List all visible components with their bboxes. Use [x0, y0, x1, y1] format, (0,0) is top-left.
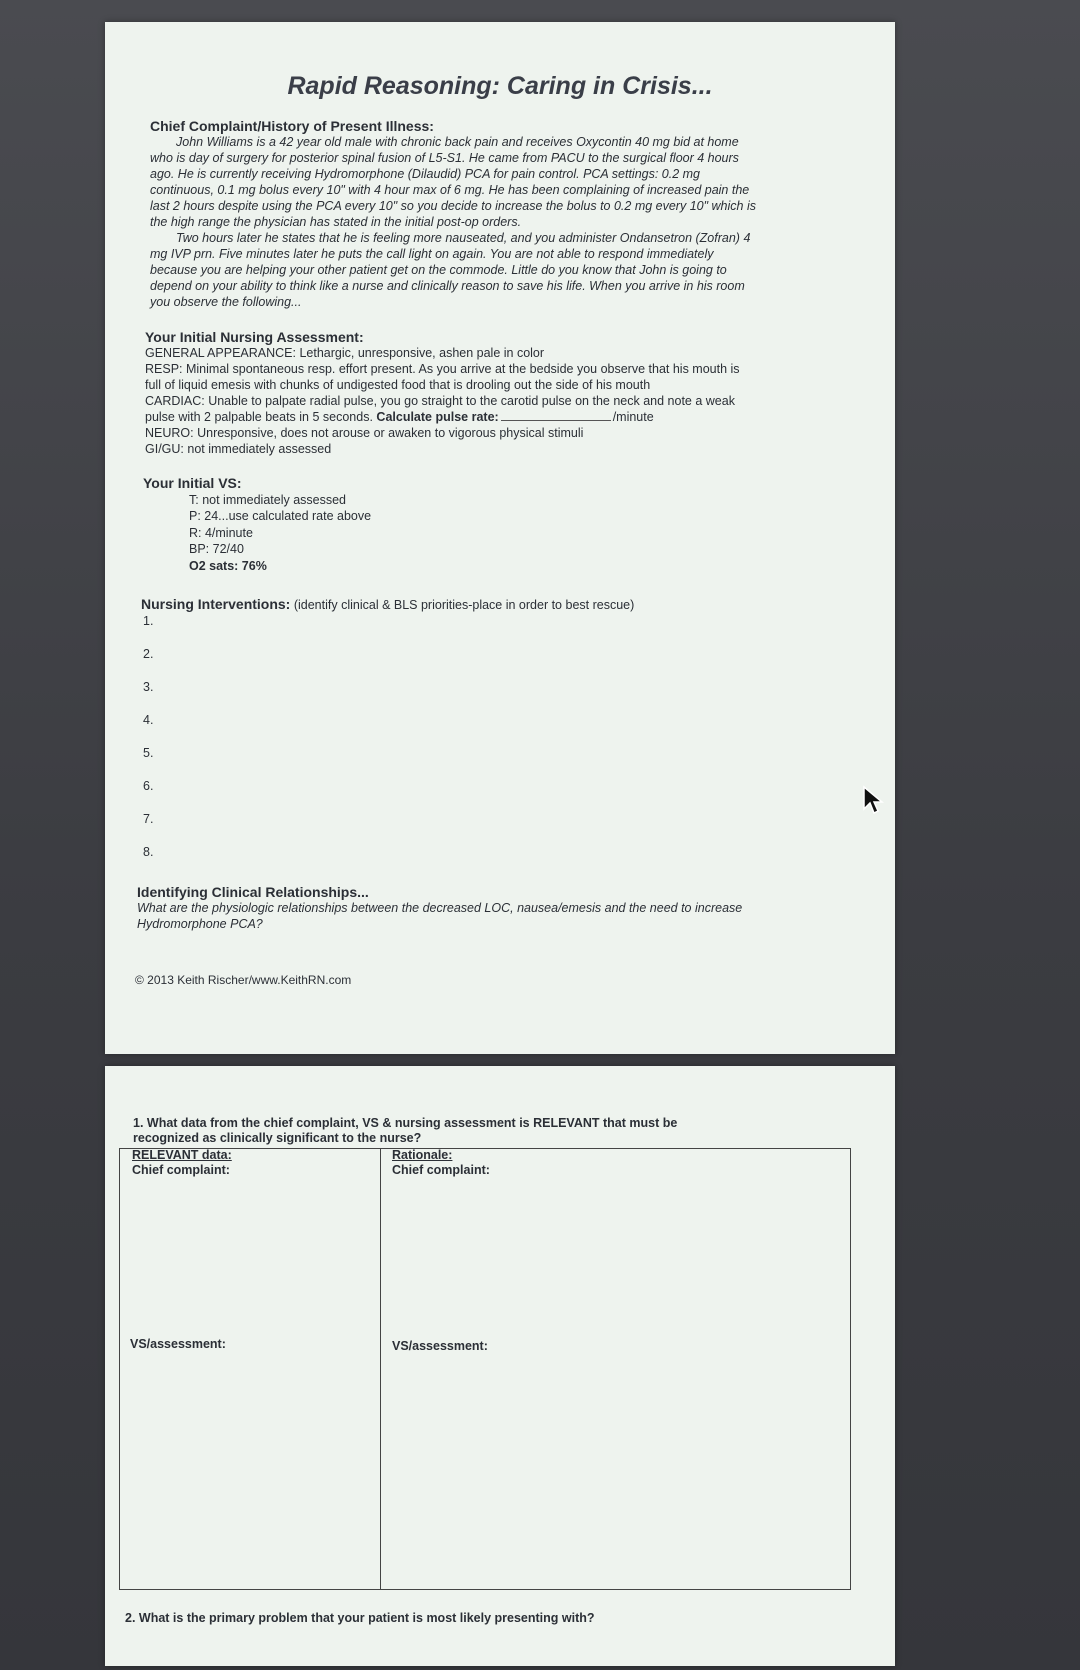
intervention-number[interactable]: 1. — [143, 614, 154, 628]
history-line: Two hours later he states that he is feeling more nauseated, and you administer Ondansetron (Zofran) 4 — [176, 231, 751, 245]
calc-pulse-unit: /minute — [612, 410, 654, 424]
relationships-question-line-1: What are the physiologic relationships between the decreased LOC, nausea/emesis and the need to increase — [137, 901, 743, 915]
assessment-section — [145, 329, 835, 457]
calc-pulse-label: Calculate pulse rate: — [376, 410, 499, 424]
question-1-line-1: 1. What data from the chief complaint, VS & nursing assessment is RELEVANT that must be — [133, 1116, 678, 1130]
history-line: because you are helping your other patient get on the commode. Little do you know that John is going to — [150, 263, 727, 277]
history-paragraph-1 — [150, 134, 830, 230]
vs-item: T: not immediately assessed — [189, 492, 347, 507]
intervention-number[interactable]: 5. — [143, 746, 154, 760]
worksheet-title: Rapid Reasoning: Caring in Crisis... — [287, 72, 713, 100]
resp-line-2: full of liquid emesis with chunks of undigested food that is drooling out the side of his mouth — [145, 378, 651, 392]
history-line: who is day of surgery for posterior spinal fusion of L5-S1. He came from PACU to the surgical floor 4 hours — [150, 151, 739, 165]
history-line: mg IVP prn. Five minutes later he puts the call light on again. You are not able to respond immediately — [150, 247, 714, 261]
history-line: continuous, 0.1 mg bolus every 10" with 4 hour max of 6 mg. He has been complaining of increased pain the — [150, 183, 750, 197]
intervention-number[interactable]: 4. — [143, 713, 154, 727]
neuro-line: NEURO: Unresponsive, does not arouse or awaken to vigorous physical stimuli — [145, 426, 584, 440]
question-2: 2. What is the primary problem that your patient is most likely presenting with? — [125, 1611, 595, 1625]
copyright-text: © 2013 Keith Rischer/www.KeithRN.com — [135, 973, 352, 987]
mouse-pointer-icon — [862, 785, 886, 815]
rationale-header: Rationale: — [392, 1148, 453, 1162]
history-heading: Chief Complaint/History of Present Illness: — [150, 118, 434, 134]
relationships-heading: Identifying Clinical Relationships... — [137, 884, 369, 900]
history-section — [150, 118, 830, 310]
table-divider — [380, 1149, 381, 1589]
history-line: John Williams is a 42 year old male with chronic back pain and receives Oxycontin 40 mg bid at home — [176, 135, 739, 149]
relevant-data-table — [119, 1148, 851, 1590]
intervention-number[interactable]: 8. — [143, 845, 154, 859]
history-line: last 2 hours despite using the PCA every 10" so you decide to increase the bolus to 0.2 mg every 10" which is — [150, 199, 756, 213]
vs-item: R: 4/minute — [189, 525, 253, 540]
vs-assessment-left[interactable]: VS/assessment: — [130, 1337, 226, 1351]
history-line: the high range the physician has stated in the initial post-op orders. — [150, 215, 522, 229]
relationships-question-line-2: Hydromorphone PCA? — [137, 917, 263, 931]
interventions-section — [141, 596, 841, 877]
vs-item: O2 sats: 76% — [189, 558, 267, 573]
worksheet-page-2 — [105, 1066, 895, 1666]
chief-complaint-left[interactable]: Chief complaint: — [132, 1163, 230, 1177]
relationships-section — [137, 884, 857, 932]
vs-assessment-right[interactable]: VS/assessment: — [392, 1339, 488, 1353]
intervention-number[interactable]: 2. — [143, 647, 154, 661]
history-line: ago. He is currently receiving Hydromorphone (Dilaudid) PCA for pain control. PCA settings: 0.2 mg — [150, 167, 701, 181]
question-1-line-2: recognized as clinically significant to the nurse? — [133, 1131, 422, 1145]
interventions-note: (identify clinical & BLS priorities-place in order to best rescue) — [293, 598, 635, 612]
history-paragraph-2 — [150, 230, 830, 310]
cardiac-line-1: CARDIAC: Unable to palpate radial pulse, you go straight to the carotid pulse on the neck and note a weak — [145, 394, 735, 408]
intervention-number[interactable]: 3. — [143, 680, 154, 694]
history-line: you observe the following... — [150, 295, 302, 309]
interventions-list — [141, 613, 841, 877]
cardiac-line-2 — [145, 409, 835, 425]
interventions-heading: Nursing Interventions: — [141, 596, 291, 612]
pulse-rate-blank[interactable] — [501, 410, 611, 421]
relevant-data-header: RELEVANT data: — [132, 1148, 232, 1162]
resp-line-1: RESP: Minimal spontaneous resp. effort present. As you arrive at the bedside you observe that his mouth is — [145, 362, 740, 376]
question-1 — [133, 1116, 793, 1146]
vs-item: BP: 72/40 — [189, 542, 244, 556]
intervention-number[interactable]: 7. — [143, 812, 154, 826]
gigu-line: GI/GU: not immediately assessed — [145, 442, 332, 456]
cardiac-text: pulse with 2 palpable beats in 5 seconds. — [145, 410, 373, 424]
general-appearance: GENERAL APPEARANCE: Lethargic, unresponsive, ashen pale in color — [145, 346, 545, 360]
worksheet-page-1 — [105, 22, 895, 1054]
vs-item: P: 24...use calculated rate above — [189, 509, 372, 523]
intervention-number[interactable]: 6. — [143, 779, 154, 793]
vital-signs-section — [143, 475, 371, 574]
chief-complaint-right[interactable]: Chief complaint: — [392, 1163, 490, 1177]
assessment-heading: Your Initial Nursing Assessment: — [145, 329, 364, 345]
history-line: depend on your ability to think like a nurse and clinically reason to save his life. When you arrive in his room — [150, 279, 745, 293]
vs-heading: Your Initial VS: — [143, 475, 242, 491]
